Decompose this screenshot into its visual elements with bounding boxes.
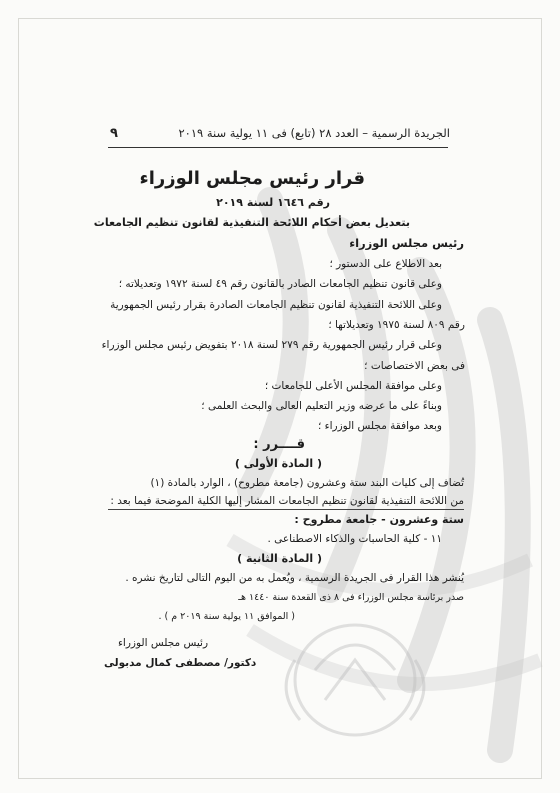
header-divider [108,147,448,148]
gazette-issue-info: الجريدة الرسمية – العدد ٢٨ (تابع) فى ١١ يولية سنة ٢٠١٩ [178,126,450,140]
preamble-line: وعلى موافقة المجلس الأعلى للجامعات ؛ [264,380,442,392]
article-1-section: ستة وعشرون - جامعة مطروح : [294,513,464,526]
preamble-line: بعد الاطلاع على الدستور ؛ [329,258,442,270]
preamble-line: رقم ٨٠٩ لسنة ١٩٧٥ وتعديلاتها ؛ [328,319,465,331]
decision-heading: قــــرر : [253,437,305,452]
issued-date: صدر برئاسة مجلس الوزراء فى ٨ ذى القعدة سنة ١٤٤٠ هـ [238,592,464,603]
preamble-line: وبعد موافقة مجلس الوزراء ؛ [318,420,442,432]
page-number: ٩ [110,126,118,141]
gazette-header [110,126,450,141]
preamble-line: وعلى اللائحة التنفيذية لقانون تنظيم الجامعات الصادرة بقرار رئيس الجمهورية [110,299,442,311]
article-1-item: ١١ - كلية الحاسبات والذكاء الاصطناعى . [267,533,442,545]
article-1-text: من اللائحة التنفيذية لقانون تنظيم الجامعات المشار إليها الكلية الموضحة فيما بعد : [110,495,464,507]
preamble-authority: رئيس مجلس الوزراء [349,236,464,250]
divider-line [108,509,464,510]
article-2-heading: ( المادة الثانية ) [237,552,322,565]
preamble-line: فى بعض الاختصاصات ؛ [364,360,465,372]
preamble-line: وبناءً على ما عرضه وزير التعليم العالى والبحث العلمى ؛ [201,400,442,412]
decree-title: قرار رئيس مجلس الوزراء [139,168,365,189]
article-1-heading: ( المادة الأولى ) [234,457,322,470]
decree-subject: بتعديل بعض أحكام اللائحة التنفيذية لقانون تنظيم الجامعات [93,216,410,229]
preamble-line: وعلى قرار رئيس الجمهورية رقم ٢٧٩ لسنة ٢٠١٨ بتفويض رئيس مجلس الوزراء [101,339,442,351]
issued-date-gregorian: ( الموافق ١١ يولية سنة ٢٠١٩ م ) . [158,611,295,622]
signature-name: دكتور/ مصطفى كمال مدبولى [104,657,257,669]
article-2-text: يُنشر هذا القرار فى الجريدة الرسمية ، ويُعمل به من اليوم التالى لتاريخ نشره . [125,572,464,584]
decree-number: رقم ١٦٤٦ لسنة ٢٠١٩ [216,196,330,209]
preamble-line: وعلى قانون تنظيم الجامعات الصادر بالقانون رقم ٤٩ لسنة ١٩٧٢ وتعديلاته ؛ [118,278,442,290]
signature-title: رئيس مجلس الوزراء [118,637,209,649]
article-1-text: تُضاف إلى كليات البند ستة وعشرون (جامعة مطروح) ، الوارد بالمادة (١) [150,477,464,489]
